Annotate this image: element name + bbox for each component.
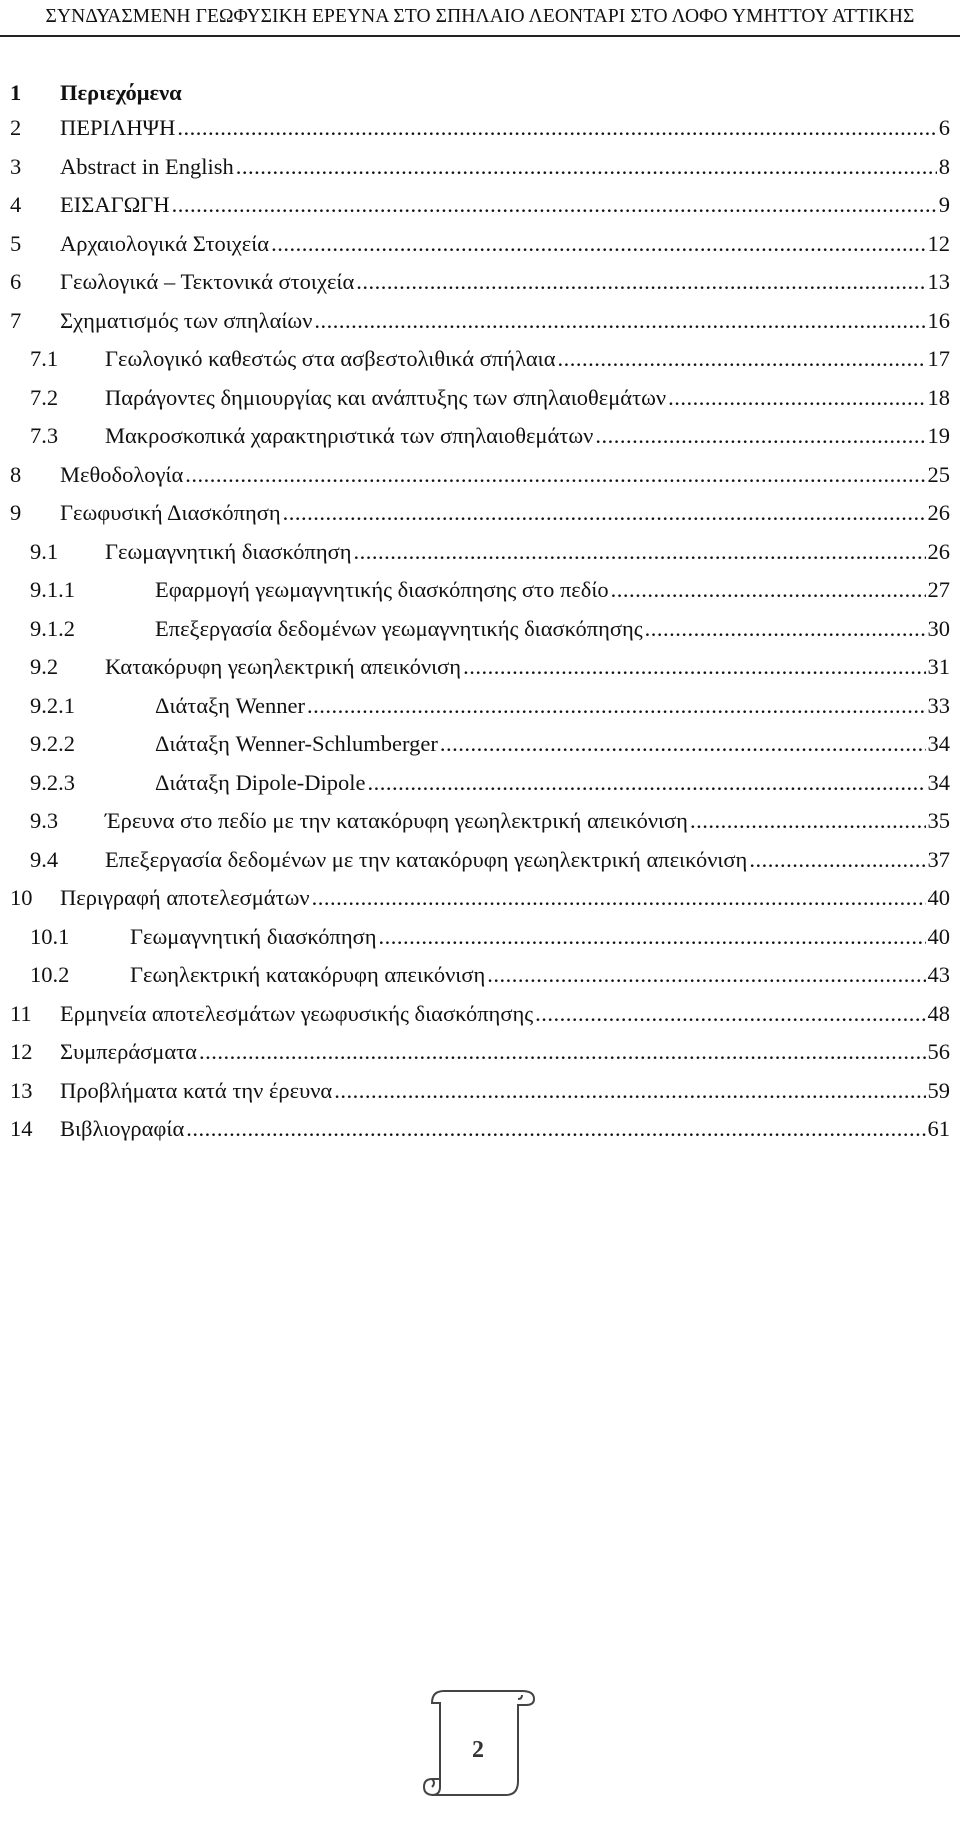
toc-entry-page[interactable]: 48 <box>927 1000 950 1026</box>
toc-entry[interactable] <box>0 231 950 271</box>
toc-entry-line <box>60 154 950 180</box>
toc-entry-title[interactable]: Εφαρμογή γεωμαγνητικής διασκόπησης στο πεδίο <box>155 577 609 602</box>
toc-entry-line <box>105 808 950 834</box>
dot-leader <box>186 1116 925 1142</box>
toc-entry-title[interactable]: Έρευνα στο πεδίο με την κατακόρυφη γεωηλεκτρική απεικόνιση <box>105 808 688 833</box>
toc-entry-page[interactable]: 40 <box>927 923 950 949</box>
dot-leader <box>463 654 925 680</box>
toc-entry-page[interactable]: 30 <box>927 615 950 641</box>
toc-entry[interactable] <box>0 115 950 155</box>
toc-entry-line <box>130 962 950 988</box>
toc-entry-line <box>155 616 950 642</box>
dot-leader <box>172 192 937 218</box>
toc-entry-title[interactable]: Προβλήματα κατά την έρευνα <box>60 1077 333 1103</box>
toc-entry-line <box>105 539 950 565</box>
toc-entry-line <box>155 693 950 719</box>
toc-entry-page[interactable]: 12 <box>927 230 950 256</box>
toc-entry-line <box>155 770 950 796</box>
toc-entry-title[interactable]: ΠΕΡΙΛΗΨΗ <box>60 115 176 140</box>
toc-entry-number: 9.2.2 <box>30 731 75 756</box>
dot-leader <box>177 115 936 141</box>
toc-entry-number: 9.2 <box>30 654 59 679</box>
toc-entry-line <box>60 308 950 334</box>
toc-entry-number: 3 <box>10 153 22 179</box>
dot-leader <box>487 962 925 988</box>
toc-entry-title[interactable]: Βιβλιογραφία <box>60 1116 185 1141</box>
toc-entry-page[interactable]: 37 <box>927 846 950 872</box>
toc-entry[interactable] <box>0 154 950 194</box>
toc-heading-title: Περιεχόμενα <box>60 80 182 105</box>
toc-entry-line <box>60 269 950 295</box>
toc-entry-line <box>60 1078 950 1104</box>
toc-entry-page[interactable]: 13 <box>927 269 950 294</box>
toc-entry[interactable] <box>0 385 950 425</box>
dot-leader <box>535 1001 925 1027</box>
toc-entry[interactable] <box>0 192 950 232</box>
toc-entry-line <box>60 231 950 257</box>
toc-entry-title[interactable]: Γεωλογικό καθεστώς στα ασβεστολιθικά σπήλαια <box>105 346 556 371</box>
toc-entry-page[interactable]: 56 <box>927 1039 950 1064</box>
toc-entry-title[interactable]: Γεωηλεκτρική κατακόρυφη απεικόνιση <box>130 962 486 987</box>
toc-entry-title[interactable]: Γεωλογικά – Τεκτονικά στοιχεία <box>60 269 355 294</box>
toc-entry-page[interactable]: 16 <box>927 307 950 333</box>
toc-entry-number: 7 <box>10 307 22 333</box>
toc-entry-number: 8 <box>10 461 22 487</box>
toc-entry-title[interactable]: ΕΙΣΑΓΩΓΗ <box>60 192 170 217</box>
toc-entry-title[interactable]: Γεωφυσική Διασκόπηση <box>60 500 281 525</box>
toc-entry-number: 9.3 <box>30 808 59 833</box>
toc-entry-title[interactable]: Αρχαιολογικά Στοιχεία <box>60 230 270 256</box>
toc-entry[interactable] <box>0 847 950 887</box>
toc-entry-title[interactable]: Μεθοδολογία <box>60 461 184 487</box>
toc-entry-page[interactable]: 34 <box>927 769 950 795</box>
toc-entry-title[interactable]: Γεωμαγνητική διασκόπηση <box>105 538 352 564</box>
toc-entry-number: 14 <box>10 1116 33 1141</box>
toc-entry[interactable] <box>0 654 950 694</box>
toc-entry-title[interactable]: Σχηματισμός των σπηλαίων <box>60 307 313 333</box>
toc-entry-line <box>130 924 950 950</box>
toc-entry-line <box>155 577 950 603</box>
toc-entry[interactable] <box>0 1116 950 1156</box>
toc-entry-number: 9.1.2 <box>30 615 75 641</box>
toc-entry-title[interactable]: Κατακόρυφη γεωηλεκτρική απεικόνιση <box>105 654 462 679</box>
toc-entry[interactable] <box>0 423 950 463</box>
toc-entry[interactable] <box>0 962 950 1002</box>
toc-entry-page[interactable]: 26 <box>927 538 950 564</box>
toc-entry-page[interactable]: 34 <box>927 731 950 756</box>
toc-entry[interactable] <box>0 770 950 810</box>
dot-leader <box>668 385 925 411</box>
dot-leader <box>185 462 925 488</box>
running-header: ΣΥΝΔΥΑΣΜΕΝΗ ΓΕΩΦΥΣΙΚΗ ΕΡΕΥΝΑ ΣΤΟ ΣΠΗΛΑΙΟ ΛΕΟΝΤΑΡΙ ΣΤΟ ΛΟΦΟ ΥΜΗΤΤΟΥ ΑΤΤΙΚΗΣ <box>45 6 915 27</box>
dot-leader <box>368 770 926 796</box>
toc-entry[interactable] <box>0 1078 950 1118</box>
toc-entry-title[interactable]: Ερμηνεία αποτελεσμάτων γεωφυσικής διασκόπησης <box>60 1000 534 1026</box>
toc-entry-line <box>105 654 950 680</box>
toc-entry-line <box>105 346 950 372</box>
dot-leader <box>356 269 925 295</box>
toc-entry-number: 13 <box>10 1077 33 1103</box>
toc-entry[interactable] <box>0 462 950 502</box>
toc-entry-title[interactable]: Διάταξη Wenner-Schlumberger <box>155 731 438 756</box>
toc-entry-line <box>60 115 950 141</box>
toc-entry-title[interactable]: Διάταξη Dipole-Dipole <box>155 769 366 795</box>
toc-entry[interactable] <box>0 539 950 579</box>
toc-entry-title[interactable]: Επεξεργασία δεδομένων με την κατακόρυφη γεωηλεκτρική απεικόνιση <box>105 846 748 872</box>
toc-entry[interactable] <box>0 269 950 309</box>
toc-entry-line <box>105 847 950 873</box>
toc-entry[interactable] <box>0 693 950 733</box>
toc-entry[interactable] <box>0 885 950 925</box>
toc-entry-page[interactable]: 33 <box>927 692 950 718</box>
toc-entry[interactable] <box>0 500 950 540</box>
toc-entry-number: 6 <box>10 269 22 294</box>
toc-entry-line <box>60 1116 950 1142</box>
toc-entry-page[interactable]: 18 <box>927 384 950 410</box>
page-number-scroll <box>418 1685 540 1805</box>
dot-leader <box>307 693 926 719</box>
dot-leader <box>314 308 925 334</box>
toc-entry-line <box>60 500 950 526</box>
toc-entry-number: 7.2 <box>30 384 59 410</box>
dot-leader <box>558 346 926 372</box>
toc-entry-line <box>105 385 950 411</box>
toc-entry-title[interactable]: Παράγοντες δημιουργίας και ανάπτυξης των σπηλαιοθεμάτων <box>105 384 667 410</box>
toc-entry-page[interactable]: 31 <box>927 654 950 679</box>
toc-entry-number: 11 <box>10 1000 32 1026</box>
dot-leader <box>611 577 926 603</box>
dot-leader <box>334 1078 925 1104</box>
dot-leader <box>283 500 926 526</box>
dot-leader <box>595 423 925 449</box>
dot-leader <box>749 847 925 873</box>
toc-entry-number: 5 <box>10 230 22 256</box>
toc-entry[interactable] <box>0 1039 950 1079</box>
toc-entry[interactable] <box>0 924 950 964</box>
toc-entry-line <box>60 885 950 911</box>
toc-entry-page[interactable]: 8 <box>938 153 950 179</box>
toc-entry-line <box>60 192 950 218</box>
toc-entry-number: 4 <box>10 192 22 217</box>
page-number: 2 <box>472 1737 484 1763</box>
toc-entry-number: 10 <box>10 885 33 910</box>
toc-entry-page[interactable]: 17 <box>927 346 950 371</box>
toc-entry-number: 9.2.1 <box>30 692 75 718</box>
toc-entry-number: 9.2.3 <box>30 769 75 795</box>
toc-entry[interactable] <box>0 616 950 656</box>
dot-leader <box>645 616 926 642</box>
toc-entry[interactable] <box>0 577 950 617</box>
toc-entry[interactable] <box>0 346 950 386</box>
toc-entry-number: 10.1 <box>30 923 70 949</box>
toc-entry-page[interactable]: 35 <box>927 808 950 833</box>
toc-entry-number: 9 <box>10 500 22 525</box>
toc-entry-number: 10.2 <box>30 962 70 987</box>
toc-entry-title[interactable]: Συμπεράσματα <box>60 1039 197 1064</box>
toc-entry-page[interactable]: 59 <box>927 1077 950 1103</box>
toc-entry-line <box>155 731 950 757</box>
toc-entry-number: 9.1 <box>30 538 59 564</box>
toc-entry-title[interactable]: Περιγραφή αποτελεσμάτων <box>60 885 310 910</box>
toc-entry[interactable] <box>0 1001 950 1041</box>
toc-entry[interactable] <box>0 808 950 848</box>
dot-leader <box>312 885 926 911</box>
toc-entry-title[interactable]: Abstract in English <box>60 153 234 179</box>
dot-leader <box>236 154 937 180</box>
toc-entry-page[interactable]: 27 <box>927 577 950 602</box>
toc-entry-page[interactable]: 26 <box>927 500 950 525</box>
toc-entry-number: 2 <box>10 115 22 140</box>
toc-entry-line <box>60 1001 950 1027</box>
toc-entry-line <box>60 1039 950 1065</box>
toc-entry-number: 7.3 <box>30 423 59 448</box>
dot-leader <box>690 808 926 834</box>
toc-entry[interactable] <box>0 308 950 348</box>
dot-leader <box>379 924 926 950</box>
toc-entry-number: 9.1.1 <box>30 577 75 602</box>
toc-entry-page[interactable]: 9 <box>938 192 950 217</box>
toc-entry-page[interactable]: 43 <box>927 962 950 987</box>
dot-leader <box>199 1039 926 1065</box>
toc-entry-number: 7.1 <box>30 346 59 371</box>
toc-entry-number: 9.4 <box>30 846 59 872</box>
toc-entry-title[interactable]: Μακροσκοπικά χαρακτηριστικά των σπηλαιοθεμάτων <box>105 423 594 448</box>
toc-entry[interactable] <box>0 731 950 771</box>
toc-entry-line <box>105 423 950 449</box>
toc-entry-page[interactable]: 61 <box>927 1116 950 1141</box>
dot-leader <box>440 731 926 757</box>
toc-heading <box>10 80 182 106</box>
header-rule <box>0 35 960 37</box>
toc-entry-title[interactable]: Γεωμαγνητική διασκόπηση <box>130 923 377 949</box>
toc-entry-title[interactable]: Διάταξη Wenner <box>155 692 305 718</box>
toc-heading-number: 1 <box>10 80 22 105</box>
toc-entry-page[interactable]: 6 <box>938 115 950 140</box>
toc-entry-line <box>60 462 950 488</box>
toc-entry-page[interactable]: 40 <box>927 885 950 910</box>
toc-entry-page[interactable]: 25 <box>927 461 950 487</box>
dot-leader <box>354 539 926 565</box>
dot-leader <box>271 231 925 257</box>
toc-entry-page[interactable]: 19 <box>927 423 950 448</box>
toc-entry-number: 12 <box>10 1039 33 1064</box>
toc-entry-title[interactable]: Επεξεργασία δεδομένων γεωμαγνητικής διασκόπησης <box>155 615 643 641</box>
